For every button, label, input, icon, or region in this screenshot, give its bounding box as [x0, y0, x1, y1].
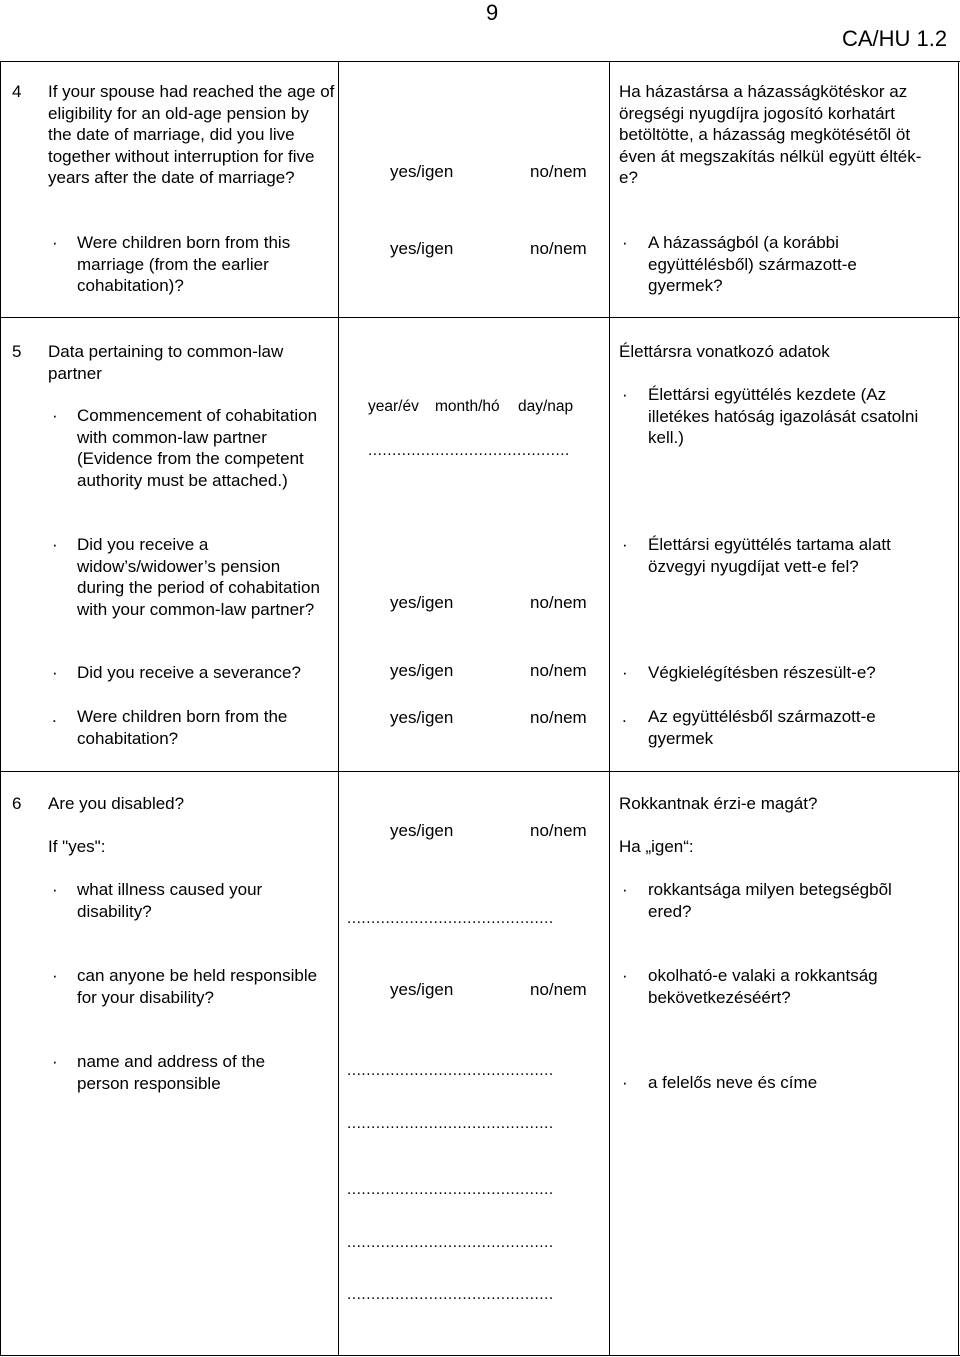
conditional-label-hu: Ha „igen“: [619, 837, 694, 856]
table-right-border [958, 61, 959, 1356]
bullet: · [622, 535, 628, 554]
yes-option[interactable]: yes/igen [390, 661, 454, 680]
date-label-month: month/hó [435, 398, 500, 415]
question-text-hu: okolható-e valaki a rokkantság bekövetkezéséért? [648, 966, 878, 1007]
section-title-hu: Élettársra vonatkozó adatok [619, 342, 830, 361]
yes-option[interactable]: yes/igen [390, 821, 454, 840]
answer-line[interactable]: ........................................... [347, 1234, 554, 1251]
no-option[interactable]: no/nem [530, 593, 587, 612]
date-label-day: day/nap [518, 398, 574, 415]
bullet: · [622, 1073, 628, 1092]
no-option[interactable]: no/nem [530, 821, 587, 840]
table-bottom-border [0, 1355, 960, 1356]
question-text-en: Commencement of cohabitation with common-law partner (Evidence from the competent authority must be attached.) [77, 406, 318, 490]
question-text-en: Were children born from this marriage (from the earlier cohabitation)? [77, 233, 291, 295]
section-4-bottom-border [0, 317, 960, 318]
date-label-year: year/év [368, 398, 419, 415]
yes-option[interactable]: yes/igen [390, 239, 454, 258]
question-text-hu: Élettársi együttélés kezdete (Az illetékes hatóság igazolását csatolni kell.) [648, 385, 919, 447]
question-text-en: Did you receive a widow’s/widower’s pension during the period of cohabitation with your common-law partner? [77, 535, 320, 619]
question-text-hu: Rokkantnak érzi-e magát? [619, 794, 818, 813]
no-option[interactable]: no/nem [530, 708, 587, 727]
page-number: 9 [486, 0, 499, 25]
section-number: 4 [12, 82, 22, 101]
question-text-hu: Az együttélésből származott-e gyermek [648, 707, 876, 748]
bullet: · [622, 966, 628, 985]
bullet: · [622, 233, 628, 252]
document-code: CA/HU 1.2 [842, 26, 948, 51]
question-text-hu: Élettársi együttélés tartama alatt özvegyi nyugdíjat vett-e fel? [648, 535, 891, 576]
answer-field[interactable]: ........................................... [347, 910, 554, 927]
yes-option[interactable]: yes/igen [390, 593, 454, 612]
column-divider-right [609, 61, 610, 1356]
section-5-bottom-border [0, 771, 960, 772]
table-top-border [0, 61, 960, 62]
question-text-hu: rokkantsága milyen betegségbõl ered? [648, 880, 892, 921]
no-option[interactable]: no/nem [530, 661, 587, 680]
yes-option[interactable]: yes/igen [390, 980, 454, 999]
bullet: · [52, 233, 58, 252]
bullet: · [52, 406, 58, 425]
bullet: · [622, 385, 628, 404]
bullet: · [622, 663, 628, 682]
question-text-en: can anyone be held responsible for your disability? [77, 966, 318, 1007]
answer-line[interactable]: ........................................... [347, 1181, 554, 1198]
question-text-en: Did you receive a severance? [77, 663, 301, 682]
no-option[interactable]: no/nem [530, 239, 587, 258]
section-number: 6 [12, 794, 22, 813]
question-text-hu: Végkielégítésben részesült-e? [648, 663, 876, 682]
item-mark: . [622, 707, 627, 726]
bullet: · [52, 966, 58, 985]
bullet: · [52, 663, 58, 682]
question-text-hu: a felelős neve és címe [648, 1073, 818, 1092]
section-title-en: Data pertaining to common-law partner [48, 342, 284, 383]
no-option[interactable]: no/nem [530, 162, 587, 181]
question-text-hu: Ha házastársa a házasságkötéskor az öregségi nyugdíjra jogosító korhatárt betöltötte, a házasság megkötésétõl öt éven át megszakítás nélkül együtt élték-e? [619, 82, 922, 187]
yes-option[interactable]: yes/igen [390, 162, 454, 181]
column-divider-left [338, 61, 339, 1356]
answer-line[interactable]: ........................................... [347, 1286, 554, 1303]
question-text-en: Were children born from the cohabitation? [77, 707, 288, 748]
answer-line[interactable]: ........................................... [347, 1062, 554, 1079]
table-left-border [0, 61, 1, 1356]
conditional-label-en: If "yes": [48, 837, 106, 856]
no-option[interactable]: no/nem [530, 980, 587, 999]
question-text-en: Are you disabled? [48, 794, 185, 813]
yes-option[interactable]: yes/igen [390, 708, 454, 727]
item-mark: . [52, 707, 57, 726]
date-input-field[interactable]: .......................................... [368, 442, 570, 459]
question-text-en: name and address of the person responsible [77, 1052, 266, 1093]
section-number: 5 [12, 342, 22, 361]
question-text-en: If your spouse had reached the age of eligibility for an old-age pension by the date of marriage, did you live together without interruption for five years after the date of marriage? [48, 82, 335, 187]
answer-line[interactable]: ........................................... [347, 1115, 554, 1132]
bullet: · [52, 880, 58, 899]
bullet: · [622, 880, 628, 899]
question-text-hu: A házasságból (a korábbi együttélésből) származott-e gyermek? [648, 233, 857, 295]
question-text-en: what illness caused your disability? [77, 880, 263, 921]
bullet: · [52, 535, 58, 554]
bullet: · [52, 1052, 58, 1071]
